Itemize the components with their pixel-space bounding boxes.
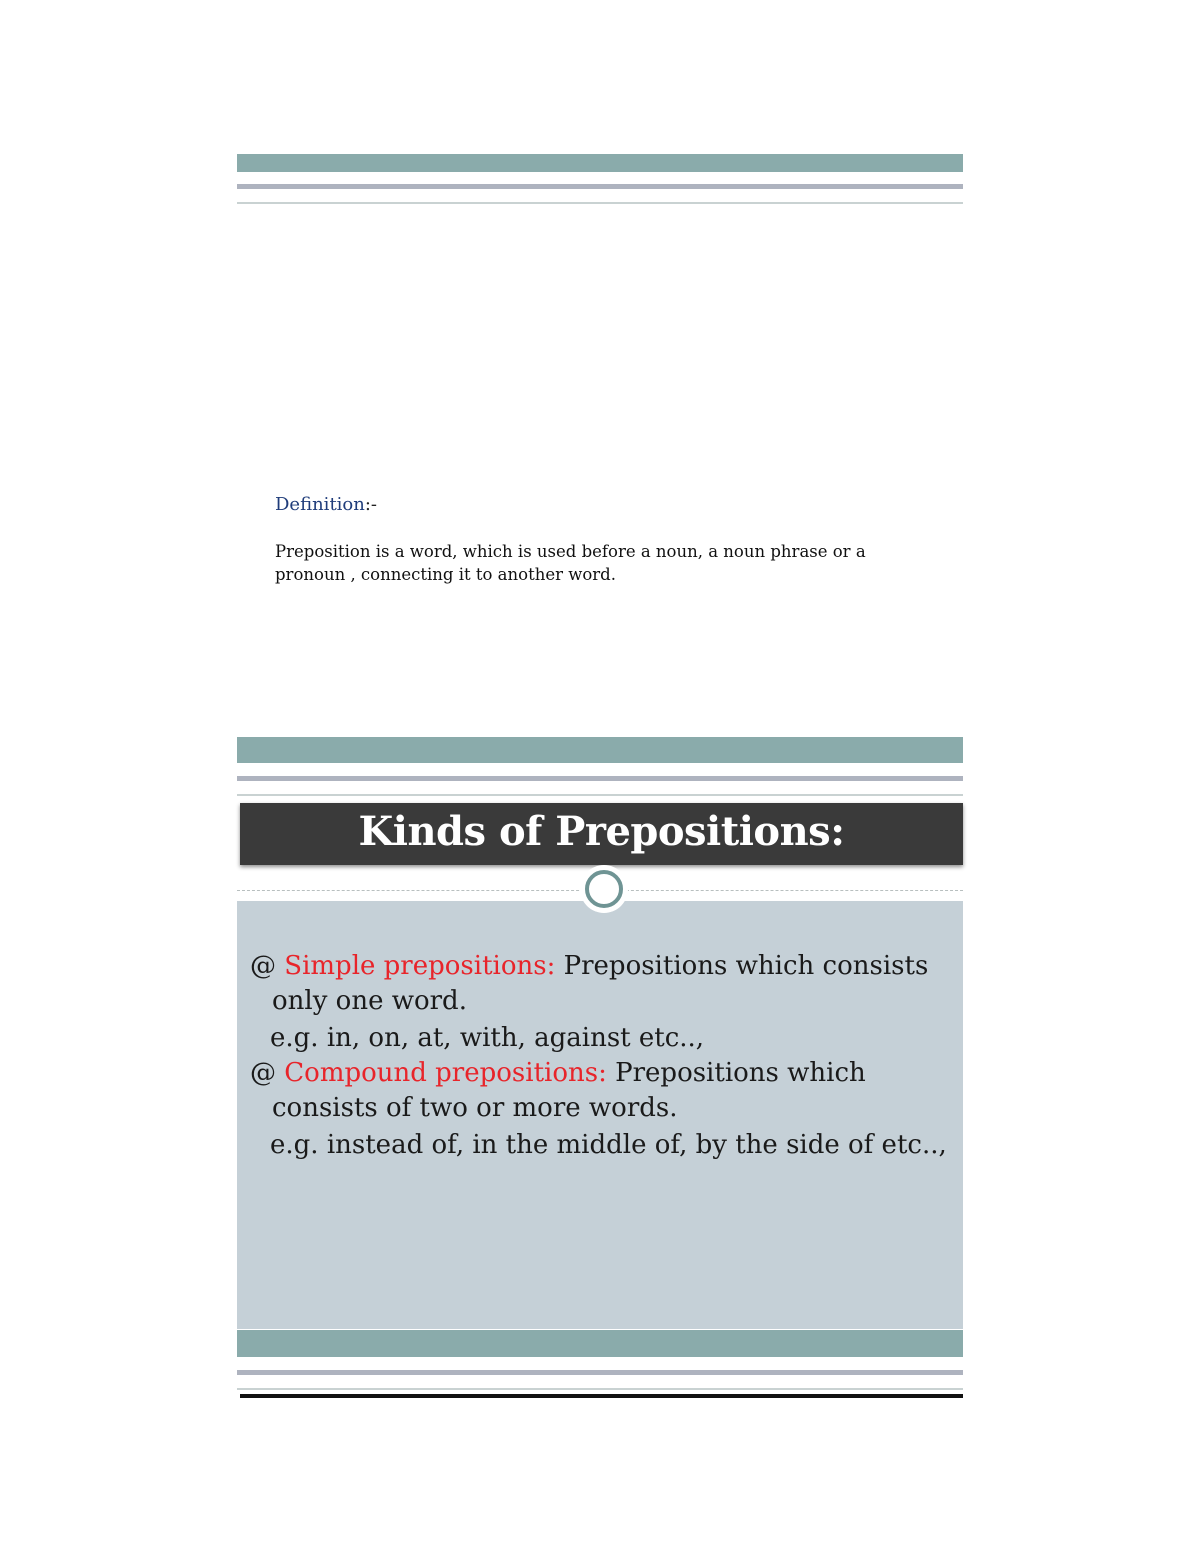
definition-label: Definition (275, 494, 365, 515)
example-text: e.g. in, on, at, with, against etc.., (270, 1023, 705, 1053)
bullet-marker: @ (250, 1058, 276, 1088)
bottom-black-rule (240, 1394, 963, 1398)
term-description-continued: consists of two or more words. (272, 1093, 678, 1123)
hairline-stripe (237, 202, 963, 204)
top-stripe-bar (237, 154, 963, 172)
top-stripe-bar (237, 737, 963, 763)
list-item-simple (250, 949, 950, 1056)
bottom-hairline-stripe (237, 1388, 963, 1390)
term-description-continued: only one word. (272, 986, 467, 1016)
list-item-compound (250, 1056, 950, 1163)
slide-kinds-of-prepositions (237, 737, 963, 1400)
bottom-thin-stripe (237, 1370, 963, 1375)
definition-suffix: :- (364, 494, 378, 515)
definition-text: Preposition is a word, which is used before a noun, a noun phrase or a pronoun , connecting it to another word. (275, 542, 866, 584)
slide-definition (237, 154, 963, 594)
thin-stripe-bar (237, 776, 963, 781)
term-description: Prepositions which consists (563, 951, 929, 981)
thin-stripe-bar (237, 184, 963, 189)
slide-title: Kinds of Prepositions: (358, 808, 845, 855)
example-text: e.g. instead of, in the middle of, by the side of etc.., (270, 1130, 947, 1160)
title-banner (240, 803, 963, 865)
term-description: Prepositions which (615, 1058, 866, 1088)
bottom-stripe-bar (237, 1330, 963, 1357)
preposition-kinds-list (250, 949, 950, 1163)
term-label: Simple prepositions: (284, 951, 556, 981)
bullet-marker: @ (250, 951, 276, 981)
circle-ring-icon (585, 870, 623, 908)
definition-heading (275, 494, 377, 515)
term-label: Compound prepositions: (284, 1058, 607, 1088)
hairline-stripe (237, 794, 963, 796)
